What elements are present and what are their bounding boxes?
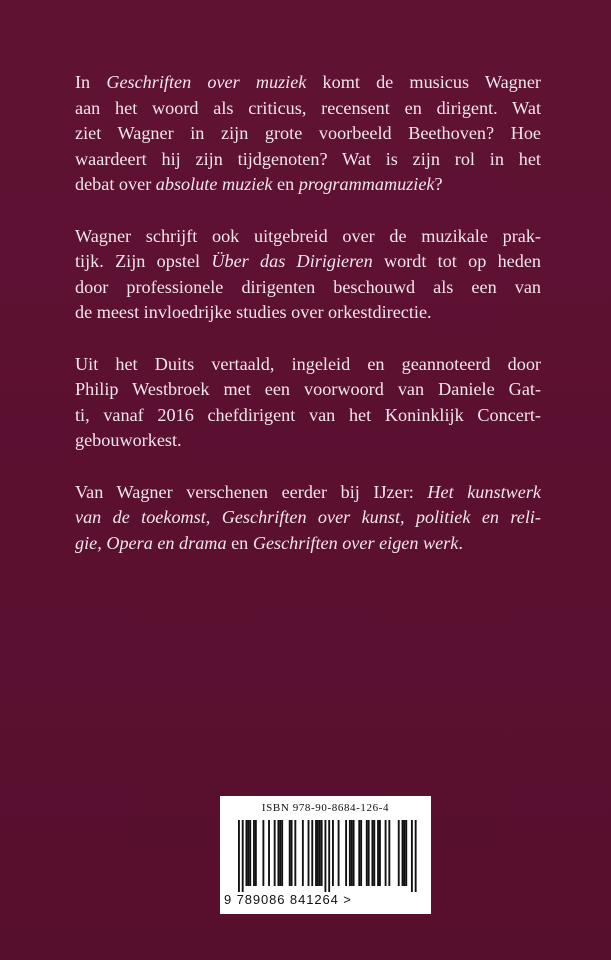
barcode-bar [405, 820, 407, 886]
italic-title: Geschriften over muziek [106, 72, 307, 92]
text-run: gebouworkest. [75, 430, 182, 451]
italic-title: absolute muziek [155, 174, 273, 195]
text-line [75, 403, 541, 429]
text-run: debat over [75, 174, 156, 195]
barcode-bar [358, 820, 360, 886]
text-line [75, 531, 541, 557]
barcode-bar [373, 820, 375, 886]
barcode-bar [349, 820, 351, 886]
barcode-bar [338, 820, 340, 886]
barcode-bar [379, 820, 381, 886]
barcode-bar [268, 820, 270, 886]
barcode-bars [232, 820, 422, 892]
barcode-bar [294, 820, 296, 886]
barcode-bar [253, 820, 255, 886]
barcode-bar [328, 820, 330, 892]
barcode-bar [308, 820, 310, 886]
barcode-bar [277, 820, 279, 886]
barcode-bar [398, 820, 400, 886]
barcode-bar [249, 820, 251, 886]
blurb-text [75, 70, 541, 556]
text-run: tijk. Zijn opstel [75, 251, 212, 272]
text-run: en [272, 174, 299, 195]
barcode-bar [319, 820, 321, 886]
text-line [75, 352, 541, 378]
barcode-bar [385, 820, 387, 886]
barcode-bar [291, 820, 293, 886]
italic-title: programmamuziek [298, 174, 435, 195]
italic-title: van de toekomst, Geschriften over kunst, politiek en reli- [75, 507, 541, 528]
barcode-bar [302, 820, 304, 886]
text-run: Van Wagner verschenen eerder bij IJzer: [75, 481, 428, 502]
barcode-bar [315, 820, 317, 886]
barcode-bar [247, 820, 249, 886]
text-run: de meest invloedrijke studies over orkestdirectie. [75, 302, 432, 323]
text-run: door professionele dirigenten beschouwd als een van [75, 276, 541, 297]
text-line [75, 172, 541, 198]
barcode-bar [366, 820, 368, 886]
barcode-bar [377, 820, 379, 886]
paragraph-2 [75, 224, 541, 326]
text-run: Philip Westbroek met een voorwoord van Daniele Gat- [75, 379, 541, 400]
text-run: en [226, 532, 253, 553]
text-run: ? [434, 174, 443, 195]
barcode-bar [242, 820, 244, 892]
text-line [75, 249, 541, 275]
text-run: wordt tot op heden [372, 251, 541, 272]
barcode-bar [402, 820, 404, 886]
text-line [75, 121, 541, 147]
text-line [75, 147, 541, 173]
ean-digits: 9 789086 841264 > [224, 892, 352, 907]
barcode-bar [411, 820, 413, 892]
text-run: Uit het Duits vertaald, ingeleid en geannoteerd door [75, 353, 541, 374]
barcode-bar [311, 820, 313, 886]
barcode-bar [262, 820, 264, 886]
paragraph-1 [75, 70, 541, 198]
text-run: aan het woord als criticus, recensent en dirigent. Wat [75, 97, 541, 118]
text-run: ziet Wagner in zijn grote voorbeeld Beethoven? Hoe [75, 123, 541, 144]
barcode-bar [246, 820, 248, 886]
barcode-bar [289, 820, 291, 886]
barcode-label [220, 796, 431, 914]
text-line [75, 275, 541, 301]
text-run: Wagner schrijft ook uitgebreid over de muzikale prak- [75, 225, 541, 246]
italic-title: Het kunstwerk [427, 481, 541, 502]
barcode-bar [238, 820, 240, 892]
barcode-bar [321, 820, 323, 886]
barcode-bar [403, 820, 405, 886]
text-line [75, 480, 541, 506]
barcode-bar [274, 820, 276, 886]
text-run: komt de musicus Wagner [306, 72, 541, 92]
paragraph-4 [75, 480, 541, 557]
barcode-bar [351, 820, 353, 886]
paragraph-3 [75, 352, 541, 454]
text-run: . [458, 532, 463, 553]
barcode-bar [281, 820, 283, 886]
barcode-bar [255, 820, 257, 886]
barcode-bar [332, 820, 334, 886]
barcode-bar [324, 820, 326, 892]
text-line [75, 300, 541, 326]
barcode-bar [415, 820, 417, 892]
italic-title: gie, Opera en drama [75, 532, 227, 553]
barcode-bar [388, 820, 390, 886]
text-line [75, 224, 541, 250]
text-line [75, 70, 541, 96]
italic-title: Geschriften over eigen werk [252, 532, 459, 553]
barcode-bar [360, 820, 362, 886]
isbn-number: ISBN 978-90-8684-126-4 [261, 802, 390, 814]
text-line [75, 96, 541, 122]
text-line [75, 377, 541, 403]
barcode-bar [371, 820, 373, 886]
text-line [75, 505, 541, 531]
text-run: waardeert hij zijn tijdgenoten? Wat is zijn rol in het [75, 148, 541, 169]
barcode-bar [279, 820, 281, 886]
text-run: In [75, 72, 107, 92]
italic-title: Über das Dirigieren [211, 251, 373, 272]
barcode-bar [345, 820, 347, 886]
barcode-bar [317, 820, 319, 886]
text-run: ti, vanaf 2016 chefdirigent van het Koninklijk Concert- [75, 404, 541, 425]
text-line [75, 428, 541, 454]
barcode-bar [353, 820, 355, 886]
barcode-bar [368, 820, 370, 886]
